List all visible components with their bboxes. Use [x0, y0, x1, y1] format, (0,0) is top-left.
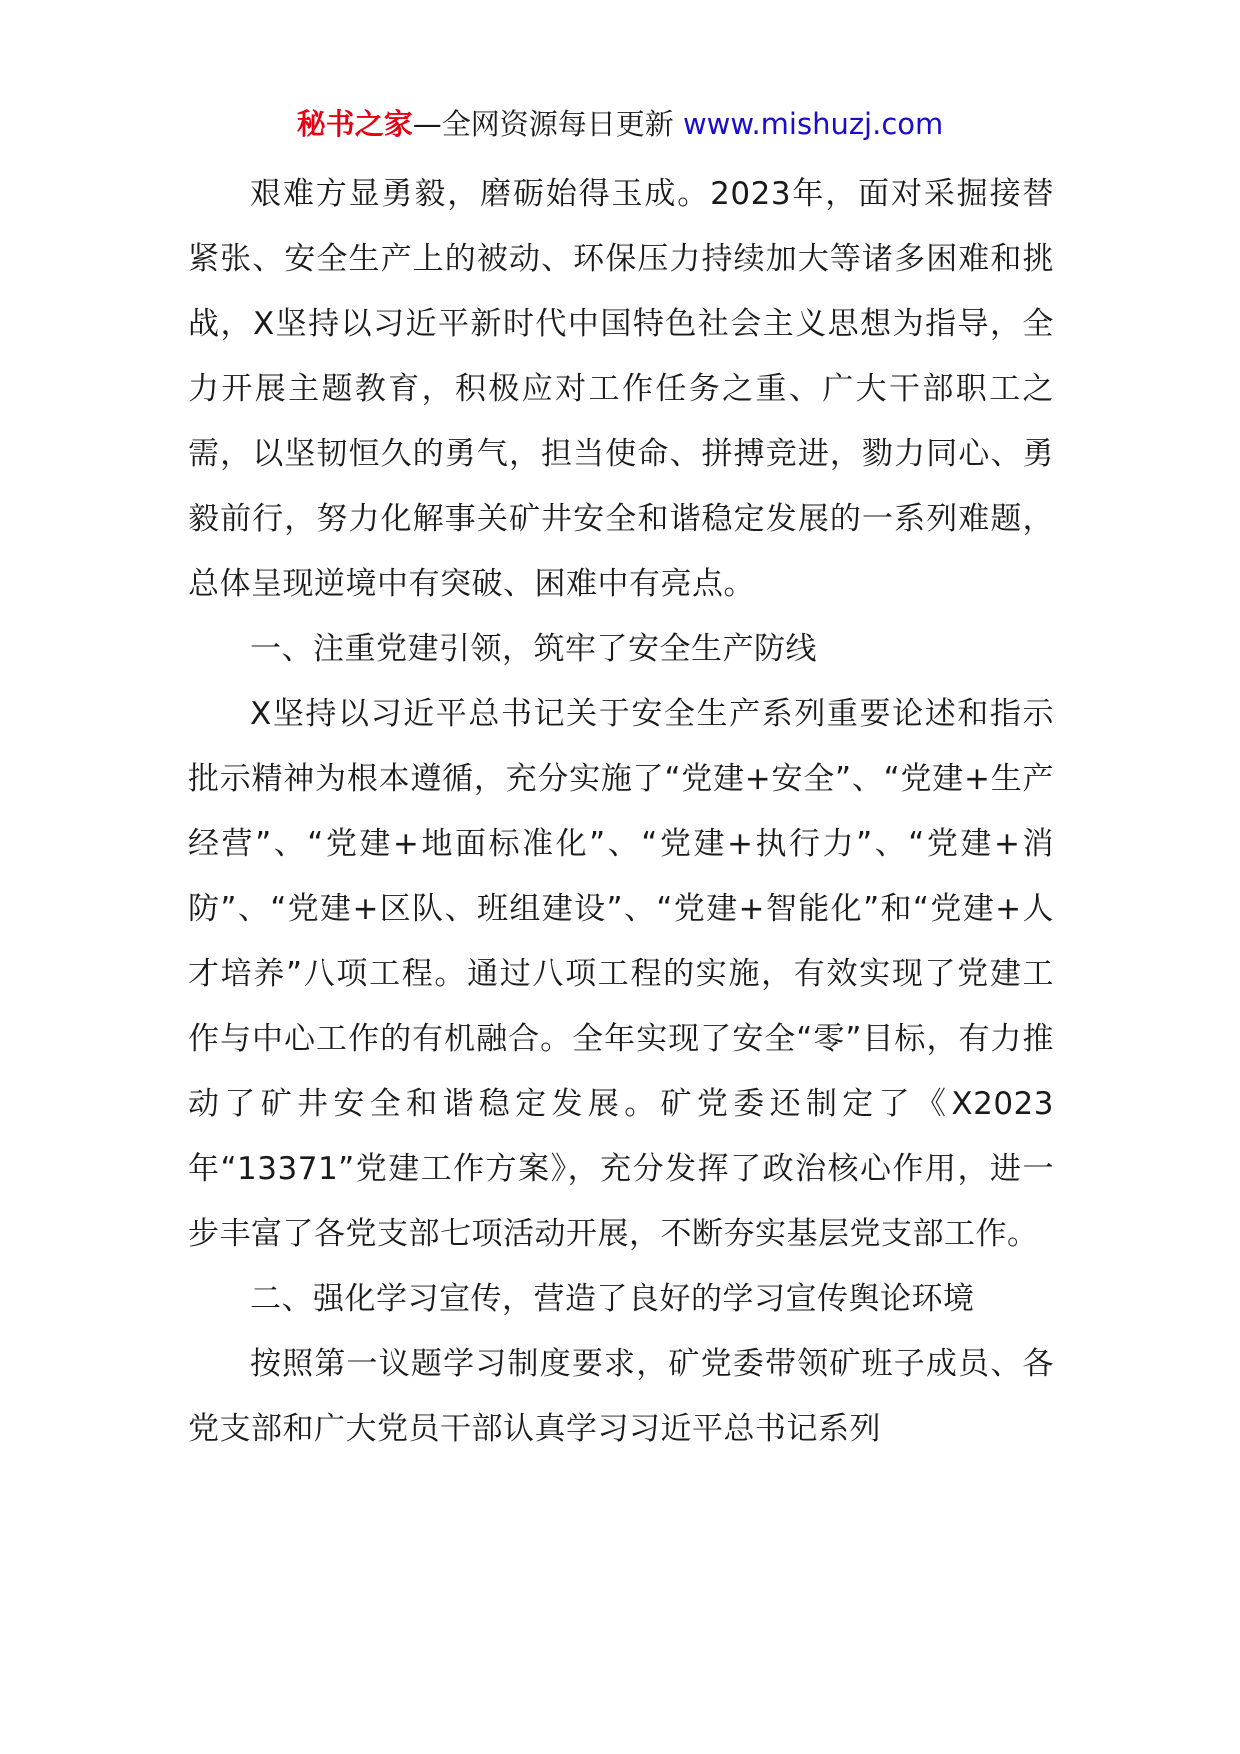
section-paragraph-2: 按照第一议题学习制度要求，矿党委带领矿班子成员、各党支部和广大党员干部认真学习习近平总书记系列 [188, 1346, 1054, 1447]
brand-name: 秘书之家 [296, 107, 413, 141]
section-heading-2: 二、强化学习宣传，营造了良好的学习宣传舆论环境 [250, 1281, 975, 1317]
section-paragraph-1: X坚持以习近平总书记关于安全生产系列重要论述和指示批示精神为根本遵循，充分实施了“党建+安全”、“党建+生产经营”、“党建+地面标准化”、“党建+执行力”、“党建+消防”、“党建+区队、班组建设”、“党建+智能化”和“党建+人才培养”八项工程。通过八项工程的实施，有效实现了党建工作与中心工作的有机融合。全年实现了安全“零”目标，有力推动了矿井安全和谐稳定发展。矿党委还制定了《X2023年“13371”党建工作方案》，充分发挥了政治核心作用，进一步丰富了各党支部七项活动开展，不断夯实基层党支部工作。 [188, 696, 1054, 1252]
page-header [0, 104, 1240, 144]
header-slogan: —全网资源每日更新 [412, 107, 683, 141]
document-body [188, 162, 1054, 1462]
intro-paragraph: 艰难方显勇毅，磨砺始得玉成。2023年，面对采掘接替紧张、安全生产上的被动、环保压力持续加大等诸多困难和挑战，X坚持以习近平新时代中国特色社会主义思想为指导，全力开展主题教育，积极应对工作任务之重、广大干部职工之需，以坚韧恒久的勇气，担当使命、拼搏竞进，勠力同心、勇毅前行，努力化解事关矿井安全和谐稳定发展的一系列难题，总体呈现逆境中有突破、困难中有亮点。 [188, 176, 1054, 602]
section-heading-1: 一、注重党建引领，筑牢了安全生产防线 [250, 631, 817, 667]
website-link[interactable]: www.mishuzj.com [682, 107, 944, 141]
